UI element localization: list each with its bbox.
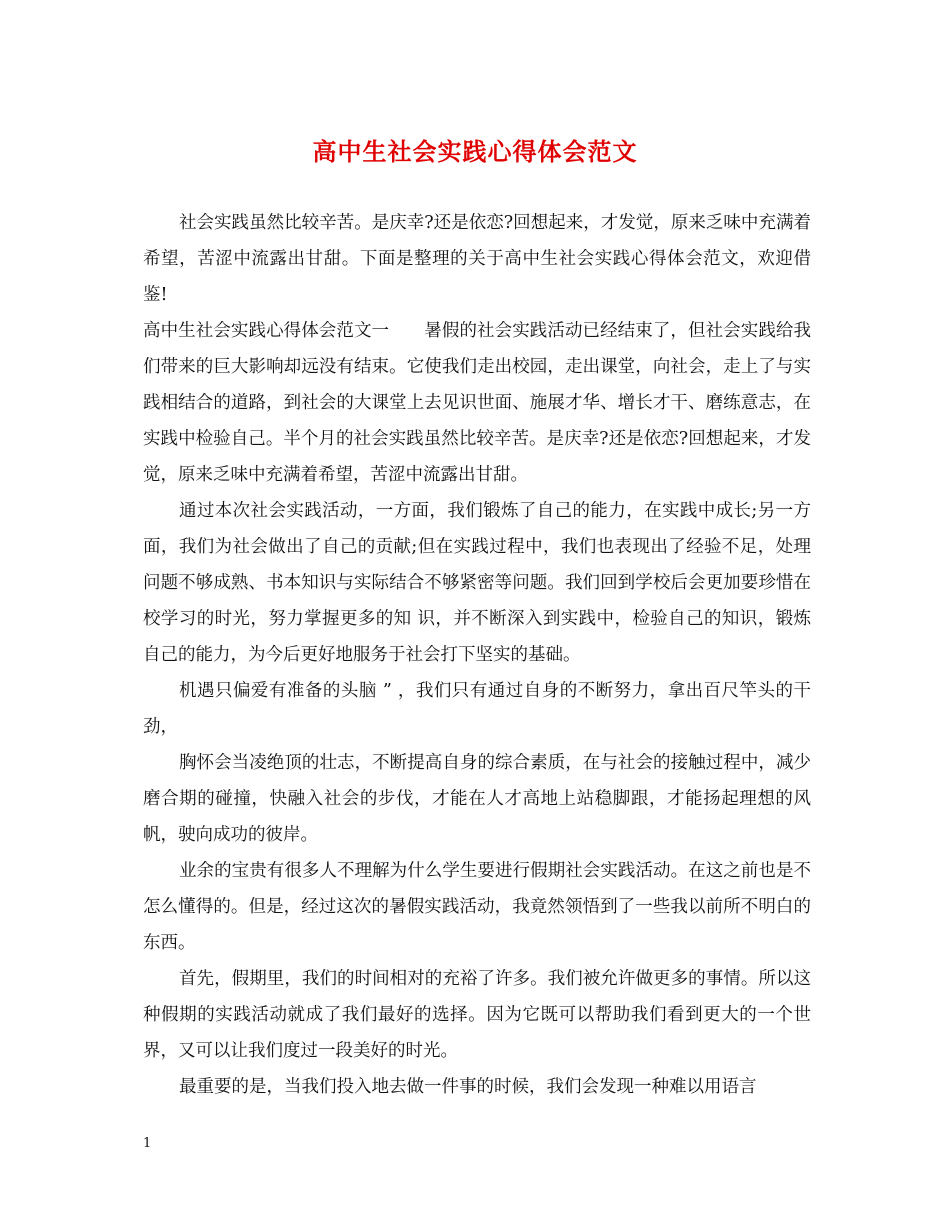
paragraph-most-important: 最重要的是，当我们投入地去做一件事的时候，我们会发现一种难以用语言	[179, 1077, 757, 1097]
paragraph-opportunity: 机遇只偏爱有准备的头脑 ” ，我们只有通过自身的不断努力，拿出百尺竿头的干劲，	[143, 681, 811, 737]
page-number: 1	[143, 1136, 152, 1151]
paragraph-essay-one: 高中生社会实践心得体会范文一 暑假的社会实践活动已经结束了，但社会实践给我们带来的巨大影响却远没有结束。它使我们走出校园，走出课堂，向社会，走上了与实践相结合的道路，到社会的大课堂上去见识世面、施展才华、增长才干、磨练意志，在实践中检验自己。半个月的社会实践虽然比较辛苦。是庆幸?还是依恋?回想起来，才发觉，原来乏味中充满着希望，苦涩中流露出甘甜。	[143, 321, 811, 485]
paragraph-ambition: 胸怀会当凌绝顶的壮志，不断提高自身的综合素质，在与社会的接触过程中，减少磨合期的碰撞，快融入社会的步伐，才能在人才高地上站稳脚跟，才能扬起理想的风帆，驶向成功的彼岸。	[143, 753, 811, 845]
paragraph-first: 首先，假期里，我们的时间相对的充裕了许多。我们被允许做更多的事情。所以这种假期的实践活动就成了我们最好的选择。因为它既可以帮助我们看到更大的一个世界，又可以让我们度过一段美好的时光。	[143, 969, 811, 1061]
paragraph-practice: 通过本次社会实践活动，一方面，我们锻炼了自己的能力，在实践中成长;另一方面，我们为社会做出了自己的贡献;但在实践过程中，我们也表现出了经验不足，处理问题不够成熟、书本知识与实际结合不够紧密等问题。我们回到学校后会更加要珍惜在校学习的时光，努力掌握更多的知 识，并不断深入到实践中，检验自己的知识，锻炼自己的能力，为今后更好地服务于社会打下坚实的基础。	[143, 501, 811, 665]
document-title: 高中生社会实践心得体会范文	[312, 137, 638, 166]
paragraph-intro: 社会实践虽然比较辛苦。是庆幸?还是依恋?回想起来，才发觉，原来乏味中充满着希望，苦涩中流露出甘甜。下面是整理的关于高中生社会实践心得体会范文，欢迎借鉴!	[143, 213, 811, 305]
paragraph-spare-time: 业余的宝贵有很多人不理解为什么学生要进行假期社会实践活动。在这之前也是不怎么懂得的。但是，经过这次的暑假实践活动，我竟然领悟到了一些我以前所不明白的东西。	[143, 861, 811, 953]
